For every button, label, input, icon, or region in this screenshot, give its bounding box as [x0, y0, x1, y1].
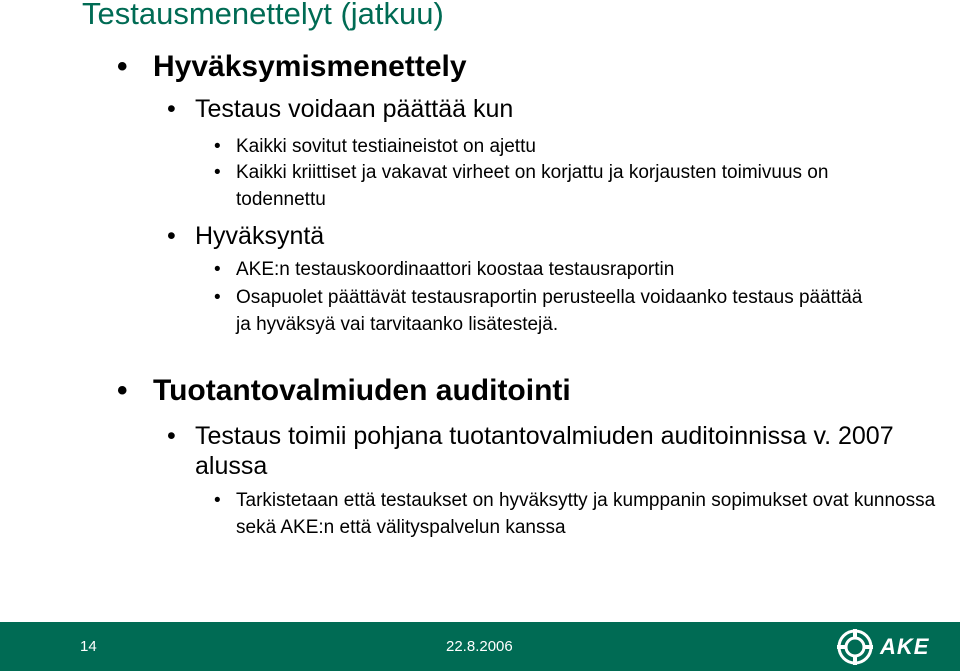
list-item-text: AKE:n testauskoordinaattori koostaa testausraportin — [236, 259, 675, 280]
section-heading-text: Tuotantovalmiuden auditointi — [153, 374, 571, 407]
subsection-audit-basis — [167, 421, 895, 481]
section-heading-approval — [117, 50, 467, 84]
ake-logo-text: AKE — [880, 634, 930, 659]
bullet-icon: • — [167, 222, 176, 250]
bullet-icon: • — [214, 490, 221, 511]
page-number: 14 — [80, 638, 97, 655]
bullet-icon: • — [214, 259, 221, 280]
list-item — [214, 487, 936, 541]
subsection-testing-end — [167, 94, 915, 124]
bullet-icon: • — [167, 422, 176, 450]
section-heading-text: Hyväksymismenettely — [153, 50, 467, 83]
list-item-text: Kaikki sovitut testiaineistot on ajettu — [236, 136, 536, 157]
bullet-icon: • — [214, 136, 221, 157]
subsection-acceptance — [167, 221, 915, 251]
subsection-label: Hyväksyntä — [195, 222, 325, 250]
bullet-icon: • — [167, 95, 176, 123]
subsection-label: Testaus voidaan päättää kun — [195, 95, 514, 123]
footer-divider — [0, 618, 960, 620]
list-item-text: Tarkistetaan että testaukset on hyväksytty ja kumppanin sopimukset ovat kunnossa sekä AKE:n että välityspalvelun kanssa — [236, 490, 936, 538]
bullet-icon: • — [214, 162, 221, 183]
list-item — [214, 159, 916, 213]
bullet-icon: • — [117, 374, 128, 407]
list-item — [214, 133, 936, 160]
list-item — [214, 284, 876, 338]
ake-logo-icon — [836, 628, 874, 666]
footer-date: 22.8.2006 — [446, 638, 513, 655]
list-item-text: Osapuolet päättävät testausraportin perusteella voidaanko testaus päättää ja hyväksyä vai tarvitaanko lisätestejä. — [236, 287, 863, 335]
section-heading-audit — [117, 374, 571, 408]
subsection-label: Testaus toimii pohjana tuotantovalmiuden auditoinnissa v. 2007 alussa — [195, 422, 894, 480]
bullet-icon: • — [117, 50, 128, 83]
ake-logo — [836, 628, 946, 666]
list-item — [214, 256, 936, 283]
list-item-text: Kaikki kriittiset ja vakavat virheet on korjattu ja korjausten toimivuus on todennettu — [236, 162, 829, 210]
slide-title: Testausmenettelyt (jatkuu) — [82, 0, 444, 31]
bullet-icon: • — [214, 287, 221, 308]
